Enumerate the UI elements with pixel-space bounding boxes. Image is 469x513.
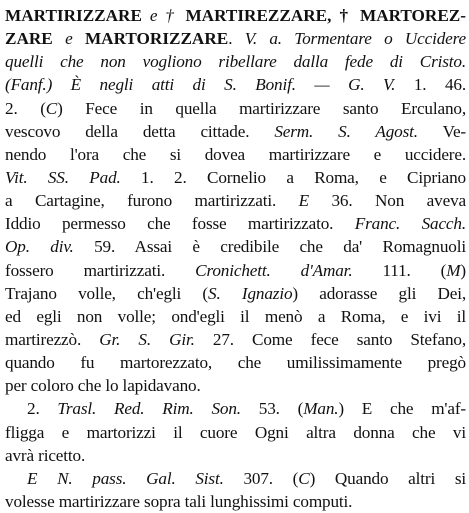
text-line (5, 4, 466, 27)
text-segment: ) Fece in quella martirizzare santo Erculano, (57, 98, 466, 118)
text-segment: fossero martirizzati. (5, 260, 196, 280)
text-segment: 59. Assai è credibile che da' Romagnuoli (73, 237, 466, 257)
text-segment: nendo l'ora che si dovea martirizzare e uccidere. (5, 144, 466, 164)
text-segment: avrà ricetto. (5, 445, 86, 465)
text-segment: ) Quando altri si (309, 468, 466, 488)
italic-text: Franc. Sacch. (354, 214, 466, 234)
italic-text: e (52, 29, 85, 49)
italic-text: E N. pass. Gal. Sist. (27, 468, 224, 488)
text-segment: Ve- (417, 121, 466, 141)
italic-text: S. Ignazio (208, 283, 293, 303)
text-segment: 307. ( (223, 468, 299, 488)
text-line (5, 73, 466, 96)
text-line (5, 305, 466, 328)
text-segment: 1. 2. Cornelio a Roma, e Cipriano (120, 167, 467, 187)
text-segment: a Cartagine, furono martirizzati. (5, 191, 299, 211)
text-segment: martirezzò. (5, 329, 100, 349)
text-segment: per coloro che lo lapidavano. (5, 376, 201, 396)
text-segment: volesse martirizzare sopra tali lunghissimi computi. (5, 491, 353, 511)
italic-text: e † (141, 6, 186, 25)
italic-text: V. a. Tormentare o Uccidere (244, 29, 467, 49)
italic-text: (Fanf.) È negli atti di S. Bonif. — G. V. (5, 75, 396, 95)
text-segment: fligga e martorizzi il cuore Ogni altra donna che vi (5, 422, 466, 442)
text-line (5, 212, 466, 235)
text-segment: 2. ( (5, 98, 46, 118)
italic-text: M (446, 260, 461, 280)
italic-text: Man. (303, 399, 339, 419)
text-line (5, 120, 466, 143)
text-line (5, 27, 466, 50)
text-segment: 27. Come fece santo Stefano, (194, 329, 466, 349)
text-line (5, 397, 466, 420)
italic-text: C (298, 468, 310, 488)
headword: MARTIRIZZARE (5, 6, 142, 25)
text-line (5, 282, 466, 305)
text-segment: 36. Non aveva (308, 191, 467, 211)
text-segment: Trajano volle, ch'egli ( (5, 283, 209, 303)
dictionary-entry (5, 4, 466, 513)
headword: MARTORIZZARE (84, 29, 229, 49)
text-line (5, 374, 466, 397)
italic-text: Cronichett. d'Amar. (195, 260, 353, 280)
text-segment: ) adorasse gli Dei, (292, 283, 466, 303)
text-segment: 1. 46. (395, 75, 466, 95)
text-line (5, 189, 466, 212)
text-segment: quando fu martorezzato, che umilissimamente pregò (5, 353, 466, 373)
text-line (5, 50, 466, 73)
text-line (5, 328, 466, 351)
text-line (5, 467, 466, 490)
text-segment: 111. ( (352, 260, 447, 280)
text-line (5, 444, 466, 467)
italic-text: Serm. S. Agost. (274, 121, 418, 141)
text-segment: 53. ( (240, 399, 304, 419)
text-line (5, 490, 466, 513)
text-segment: 2. (27, 399, 58, 419)
text-line (5, 421, 466, 444)
text-line (5, 166, 466, 189)
text-segment: ) E che m'af- (338, 399, 466, 419)
italic-text: E (298, 191, 309, 211)
headword: ZARE (5, 29, 53, 49)
text-segment: vescovo della detta cittade. (5, 121, 275, 141)
headword: MARTIREZZARE, † MARTOREZ- (185, 6, 466, 25)
text-segment: ) (460, 260, 466, 280)
italic-text: Trasl. Red. Rim. Son. (57, 399, 241, 419)
text-line (5, 259, 466, 282)
italic-text: quelli che non vogliono ribellare dalla fede di Cristo. (5, 52, 466, 72)
italic-text: Op. div. (5, 237, 74, 257)
italic-text: C (45, 98, 58, 118)
text-line (5, 235, 466, 258)
text-line (5, 143, 466, 166)
italic-text: Gr. S. Gir. (99, 329, 195, 349)
text-segment: Iddio permesso che fosse martirizzato. (5, 214, 355, 234)
text-segment: ed egli non volle; ond'egli il menò a Roma, e ivi il (5, 306, 466, 326)
text-line (5, 351, 466, 374)
text-segment: . (228, 29, 245, 49)
text-line (5, 97, 466, 120)
italic-text: Vit. SS. Pad. (5, 167, 121, 187)
